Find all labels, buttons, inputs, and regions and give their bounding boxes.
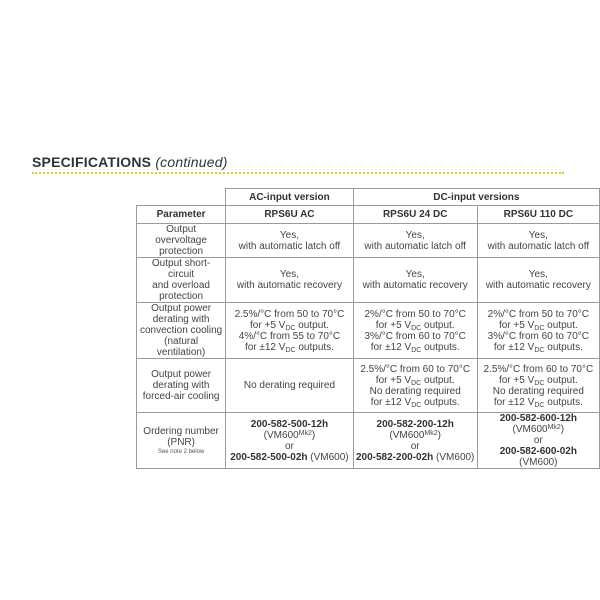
cell-dc110-overvoltage (477, 224, 599, 258)
pnr: 200-582-600-12h (499, 413, 577, 424)
text: for ±12 V (370, 396, 412, 408)
line: 2%/°C from 50 to 70°C (487, 308, 590, 320)
text: (VM600 (512, 424, 548, 435)
line (228, 419, 351, 441)
row-label-convection (137, 303, 226, 359)
line (356, 342, 475, 353)
text: for +5 V (375, 374, 412, 386)
cell-dc110-ordering (477, 413, 599, 469)
subscript: DC (411, 379, 422, 387)
line: or (284, 440, 294, 452)
line: 2.5%/°C from 50 to 70°C (234, 308, 345, 320)
group-header-row (137, 189, 600, 206)
cell-ac-overvoltage (226, 224, 354, 258)
text: ) (560, 424, 565, 435)
line: No derating required (492, 385, 584, 397)
pnr: 200-582-200-12h (376, 418, 454, 430)
text: outputs. (295, 341, 334, 353)
line: Output power (151, 303, 212, 314)
line (480, 320, 597, 331)
line: Output power (151, 369, 212, 380)
note-text: See note 2 below (157, 448, 205, 455)
dc-group-header: DC-input versions (353, 189, 599, 206)
blank-cell (137, 189, 226, 206)
ac-group-header: AC-input version (226, 189, 354, 206)
line: 2.5%/°C from 60 to 70°C (360, 363, 471, 375)
subscript: DC (534, 379, 545, 387)
line: with automatic recovery (362, 280, 468, 291)
line: (PNR) (167, 436, 195, 448)
text: output. (421, 374, 455, 386)
line: with automatic latch off (487, 240, 590, 252)
row-label-forced (137, 359, 226, 413)
superscript: Mk2 (298, 429, 312, 437)
line: Yes, (528, 269, 548, 280)
text: for +5 V (498, 374, 535, 386)
text: (VM600) (310, 451, 349, 463)
col-rps6u-ac: RPS6U AC (226, 206, 354, 224)
text: ) (437, 429, 441, 441)
cell-dc24-forced (353, 359, 477, 413)
heading-title: SPECIFICATIONS (32, 154, 152, 170)
col-rps6u-24dc: RPS6U 24 DC (353, 206, 477, 224)
line: derating with (152, 380, 210, 391)
line: derating with (152, 314, 210, 325)
line: No derating required (243, 380, 336, 391)
spec-table (136, 188, 600, 469)
superscript: Mk2 (424, 429, 438, 437)
line (356, 419, 475, 441)
table-row (137, 224, 600, 258)
line: Yes, (279, 229, 299, 241)
text: (VM600 (263, 429, 299, 441)
line: protection (159, 291, 204, 302)
line: or (410, 440, 420, 452)
line: 3%/°C from 60 to 70°C (487, 330, 590, 342)
subscript: DC (534, 346, 545, 354)
subscript: DC (285, 324, 296, 332)
line (480, 397, 597, 408)
label-text: Output overvoltage protection (155, 224, 207, 257)
table-row (137, 413, 600, 469)
line (356, 375, 475, 386)
cell-dc24-ordering (353, 413, 477, 469)
text: outputs. (421, 396, 460, 408)
cell-dc110-forced (477, 359, 599, 413)
text: for ±12 V (370, 341, 412, 353)
line: forced-air cooling (142, 391, 220, 402)
line: Yes, (279, 269, 299, 280)
cell-ac-convection (226, 303, 354, 359)
text: for +5 V (250, 319, 286, 331)
text: outputs. (544, 341, 583, 353)
line (228, 452, 351, 463)
text: for ±12 V (493, 341, 535, 353)
line: with automatic recovery (485, 280, 591, 291)
cell-dc24-overvoltage (353, 224, 477, 258)
cell-dc24-convection (353, 303, 477, 359)
line: 2.5%/°C from 60 to 70°C (483, 363, 594, 375)
text: ) (311, 429, 316, 441)
text: output. (544, 319, 578, 331)
heading-subtitle: (continued) (155, 154, 228, 170)
text: for +5 V (375, 319, 412, 331)
column-header-row (137, 206, 600, 224)
text: for ±12 V (244, 341, 286, 353)
cell-dc110-shortcircuit (477, 258, 599, 303)
line: Output short-circuit (151, 258, 211, 280)
row-label-ordering (137, 413, 226, 469)
table-row (137, 258, 600, 303)
pnr: 200-582-200-02h (355, 451, 434, 463)
pnr: 200-582-600-02h (499, 446, 577, 457)
line (480, 375, 597, 386)
line: or (533, 435, 543, 446)
line: with automatic recovery (236, 280, 342, 291)
col-rps6u-110dc: RPS6U 110 DC (477, 206, 599, 224)
text: (VM600) (519, 457, 558, 468)
cell-dc24-shortcircuit (353, 258, 477, 303)
section-heading (32, 154, 228, 170)
subscript: DC (411, 401, 422, 409)
parameter-header: Parameter (137, 206, 226, 224)
line: No derating required (369, 385, 461, 397)
line: 4%/°C from 55 to 70°C (238, 330, 341, 342)
line (356, 397, 475, 408)
subscript: DC (411, 324, 422, 332)
text: output. (421, 319, 455, 331)
table-row (137, 303, 600, 359)
text: output. (295, 319, 329, 331)
text: outputs. (421, 341, 460, 353)
superscript: Mk2 (547, 424, 561, 431)
table-row (137, 359, 600, 413)
pnr: 200-582-500-02h (230, 451, 308, 463)
line (480, 413, 597, 435)
line: Yes, (405, 229, 425, 241)
subscript: DC (285, 346, 296, 354)
text: outputs. (544, 396, 583, 408)
text: (VM600) (436, 451, 475, 463)
line (480, 342, 597, 353)
line (480, 446, 597, 468)
cell-ac-shortcircuit (226, 258, 354, 303)
subscript: DC (411, 346, 422, 354)
subscript: DC (534, 324, 545, 332)
cell-ac-forced (226, 359, 354, 413)
line (228, 320, 351, 331)
text: for +5 V (498, 319, 535, 331)
text: output. (544, 374, 578, 386)
line (228, 342, 351, 353)
pnr: 200-582-500-12h (250, 418, 329, 430)
line (356, 320, 475, 331)
line: Yes, (528, 229, 548, 241)
line: with automatic latch off (364, 240, 466, 252)
cell-ac-ordering (226, 413, 354, 469)
text: (VM600 (389, 429, 425, 441)
text: for ±12 V (493, 396, 535, 408)
line: convection cooling (139, 325, 223, 336)
dotted-divider (32, 172, 564, 174)
line: and overload (152, 280, 210, 291)
subscript: DC (534, 401, 545, 409)
line (356, 452, 475, 463)
line: (natural ventilation) (156, 336, 206, 358)
line: 3%/°C from 60 to 70°C (364, 330, 466, 342)
line: with automatic latch off (238, 240, 341, 252)
row-label-shortcircuit (137, 258, 226, 303)
line: Yes, (405, 269, 425, 280)
line: Ordering number (143, 425, 219, 437)
row-label-overvoltage (137, 224, 226, 258)
cell-dc110-convection (477, 303, 599, 359)
line: 2%/°C from 50 to 70°C (364, 308, 466, 320)
